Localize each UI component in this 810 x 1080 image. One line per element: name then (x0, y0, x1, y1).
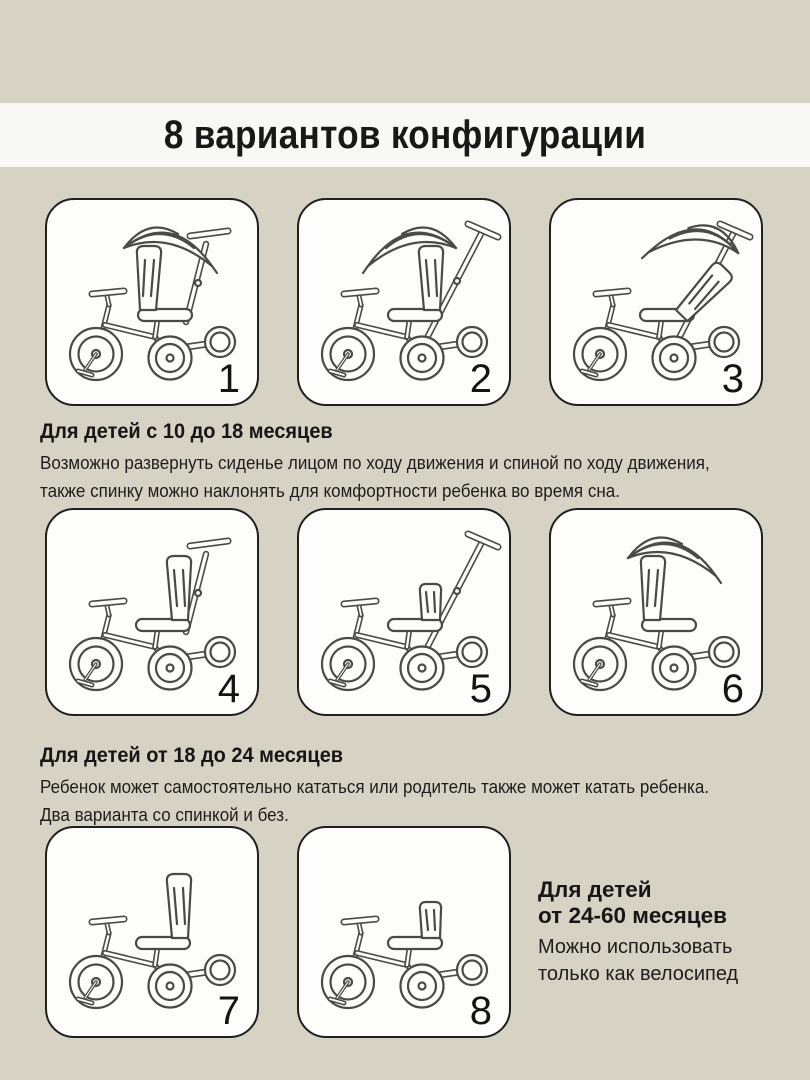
config-number-4: 4 (217, 667, 240, 711)
config-card-7 (45, 826, 259, 1038)
config-card-3 (549, 198, 763, 406)
age-section-10-18-heading: Для детей с 10 до 18 месяцев (40, 420, 333, 443)
config-number-2: 2 (469, 357, 492, 401)
config-row-3 (45, 826, 511, 1038)
config-number-7: 7 (217, 989, 240, 1033)
age-section-24-60-heading-line-2: от 24-60 месяцев (538, 903, 727, 928)
age-section-18-24-body-line-1: Ребенок может самостоятельно кататься или родитель также может катать ребенка. (40, 776, 710, 797)
age-section-10-18-body-line-2: также спинку можно наклонять для комфортности ребенка во время сна. (40, 479, 620, 501)
config-number-3: 3 (721, 357, 744, 401)
age-section-10-18-body-line-1: Возможно развернуть сиденье лицом по ходу движения и спиной по ходу движения, (40, 452, 710, 473)
config-number-8: 8 (469, 989, 492, 1033)
age-section-24-60 (538, 877, 738, 988)
age-section-18-24 (40, 744, 767, 828)
config-number-6: 6 (721, 667, 744, 711)
age-section-18-24-body-line-2: Два варианта со спинкой и без. (40, 803, 289, 825)
config-card-5 (297, 508, 511, 716)
age-section-24-60-body-line-1: Можно использовать (538, 936, 733, 958)
config-number-5: 5 (469, 667, 492, 711)
config-row-1 (45, 198, 763, 406)
config-card-4 (45, 508, 259, 716)
age-section-18-24-heading: Для детей от 18 до 24 месяцев (40, 744, 344, 767)
config-card-2 (297, 198, 511, 406)
page-title: 8 вариантов конфигурации (163, 112, 647, 157)
age-section-10-18 (40, 420, 768, 504)
config-card-6 (549, 508, 763, 716)
age-section-24-60-body-line-2: только как велосипед (538, 963, 739, 985)
title-banner (0, 103, 810, 167)
config-card-1 (45, 198, 259, 406)
age-section-24-60-heading-line-1: Для детей (538, 877, 652, 902)
config-row-2 (45, 508, 763, 716)
config-number-1: 1 (217, 357, 240, 401)
config-card-8 (297, 826, 511, 1038)
